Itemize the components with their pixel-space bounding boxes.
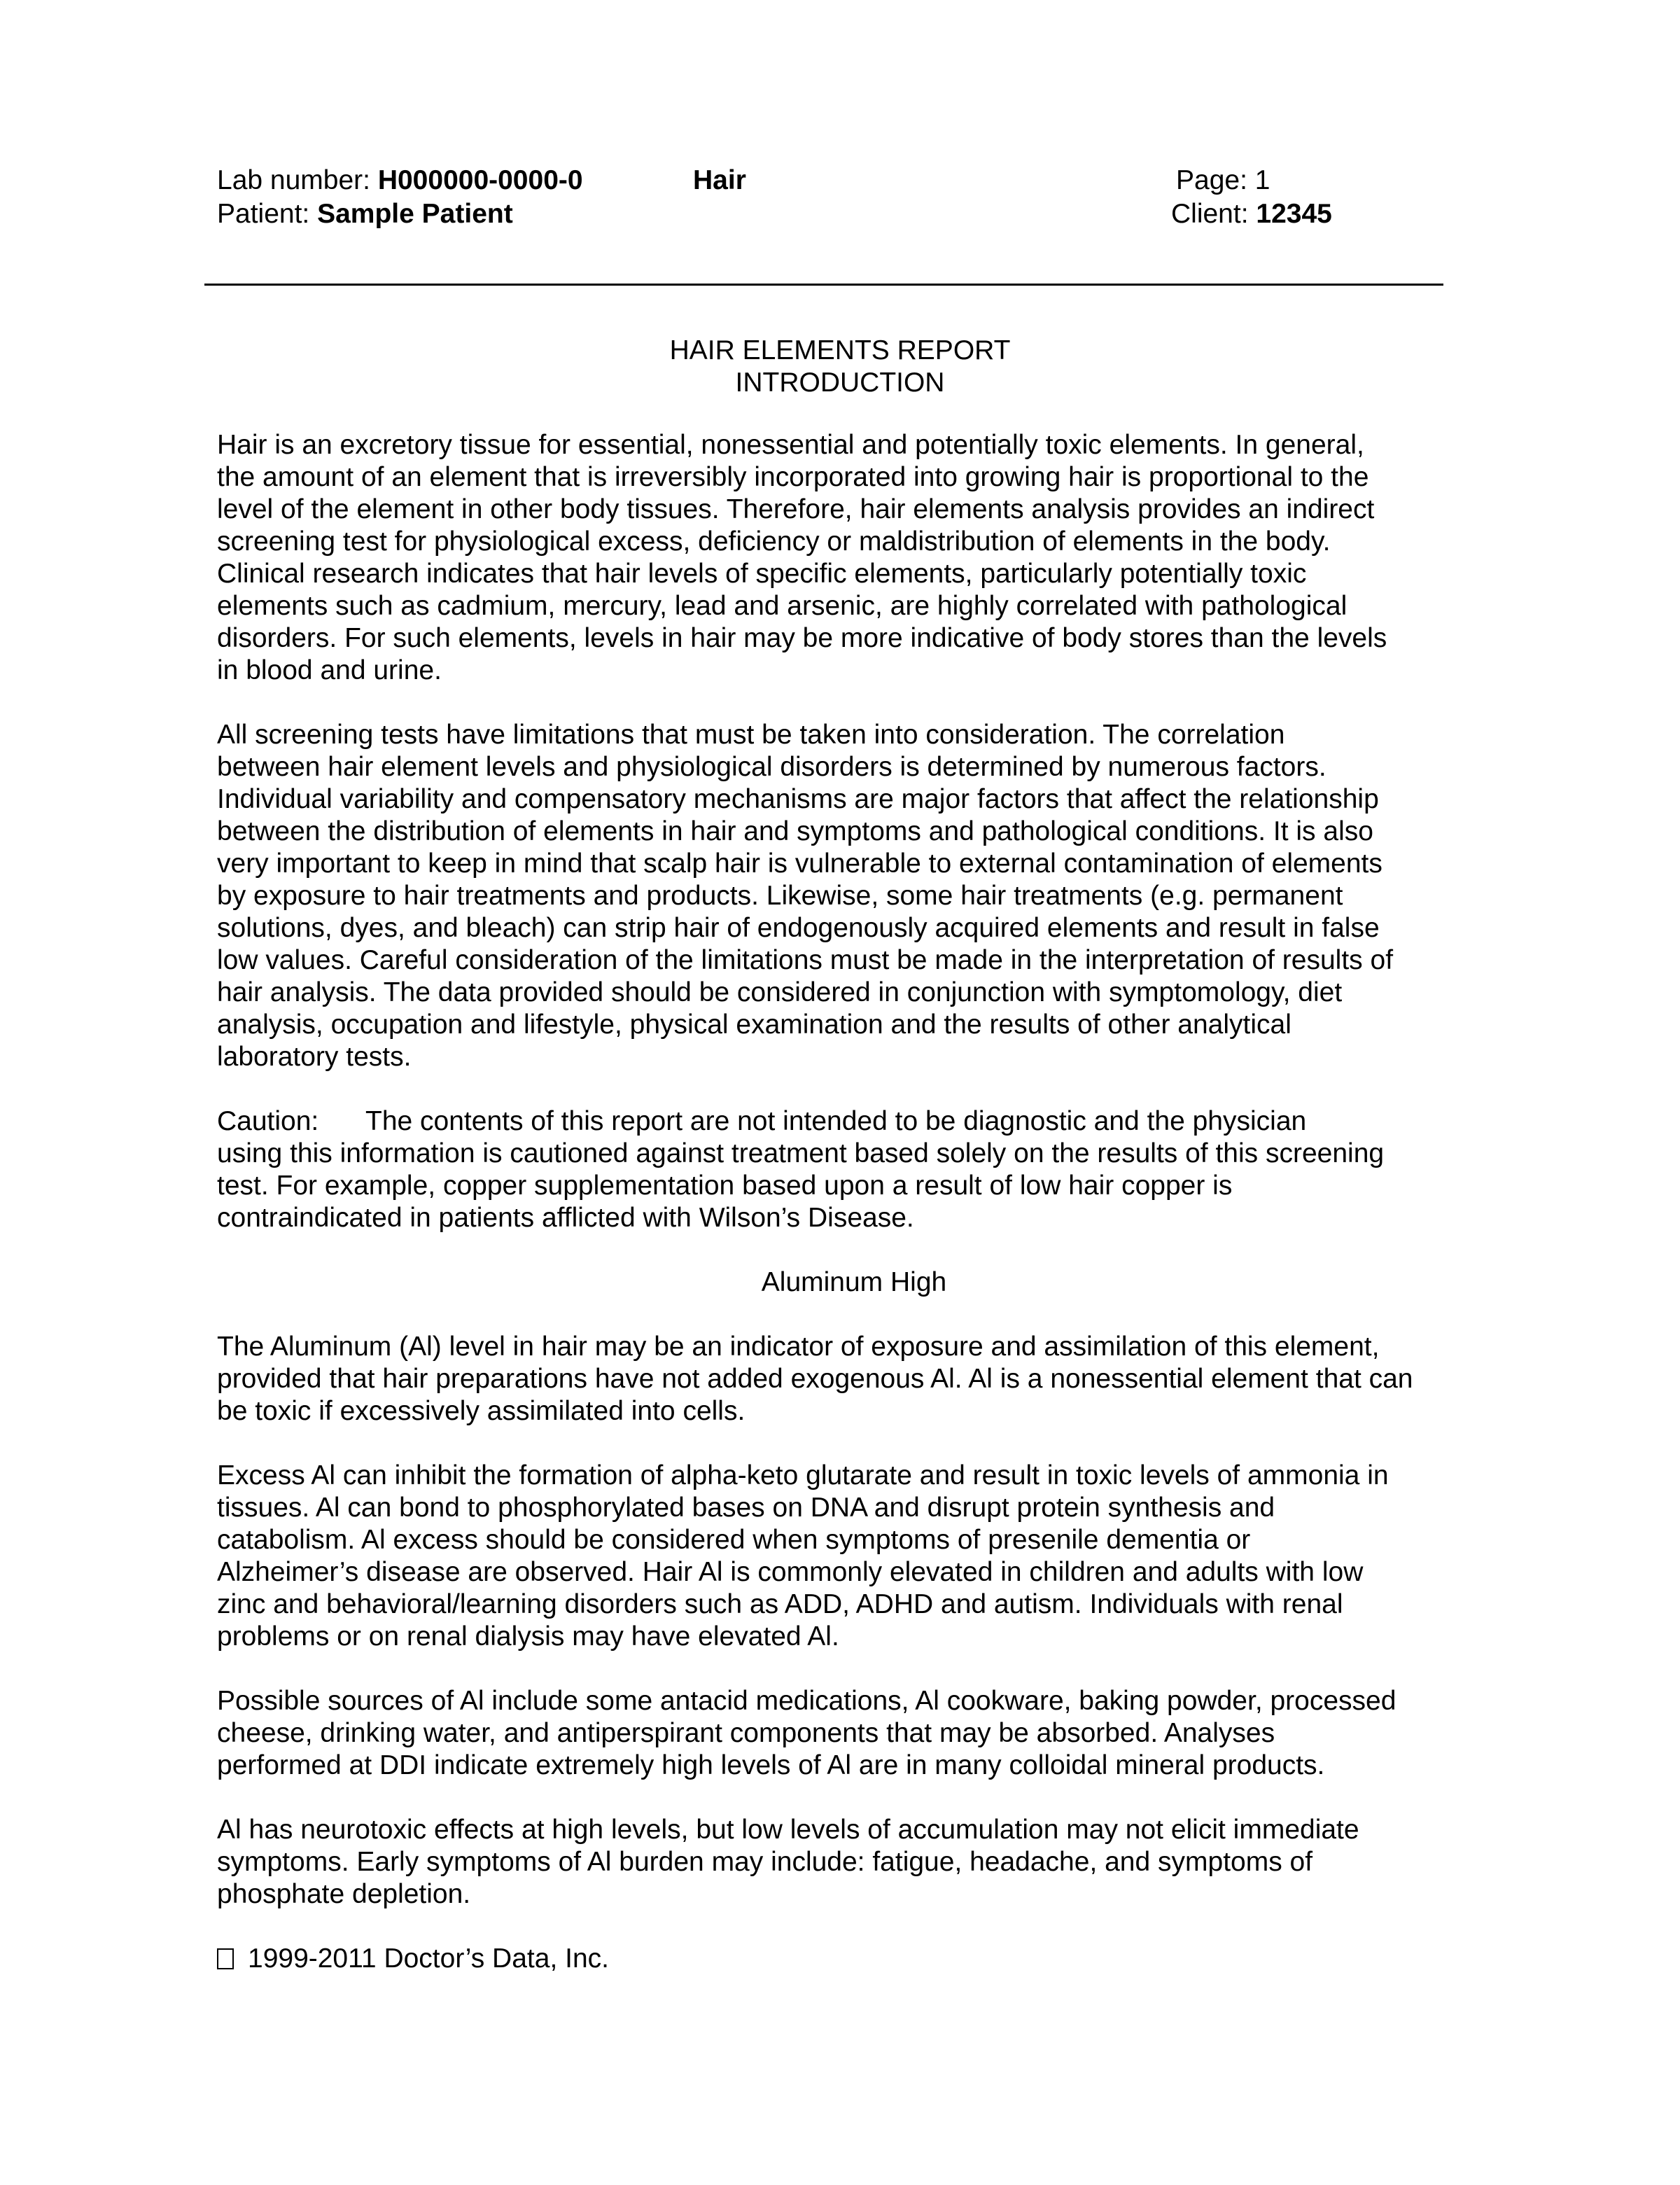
report-body — [217, 429, 1449, 1975]
page-value: 1 — [1254, 165, 1270, 195]
lab-number-value: H000000-0000-0 — [377, 165, 583, 195]
caution-label: Caution: — [217, 1106, 319, 1136]
caution-text: The contents of this report are not intended to be diagnostic and the physician using this information is cautioned against treatment based solely on the results of this screening test. For example, copper supplementation based upon a result of low hair copper is contraindicated in patients afflicted with Wilson’s Disease. — [217, 1106, 1385, 1233]
client-line — [1171, 198, 1332, 230]
patient-value: Sample Patient — [317, 199, 513, 229]
report-title: HAIR ELEMENTS REPORT — [669, 335, 1011, 365]
page-label: Page: — [1176, 165, 1247, 195]
patient-label: Patient: — [217, 199, 310, 229]
aluminum-paragraph-3: Possible sources of Al include some antacid medications, Al cookware, baking powder, processed cheese, drinking water, and antiperspirant components that may be absorbed. Analyses performed at DDI indicate extremely high levels of Al are in many colloidal mineral products. — [217, 1686, 1396, 1780]
copyright-text: 1999-2011 Doctor’s Data, Inc. — [248, 1943, 609, 1974]
lab-number-label: Lab number: — [217, 165, 370, 195]
page-number-line — [1176, 165, 1270, 197]
specimen-type-value: Hair — [693, 165, 746, 195]
patient-line — [217, 198, 513, 230]
aluminum-paragraph-1: The Aluminum (Al) level in hair may be an indicator of exposure and assimilation of this element, provided that hair preparations have not added exogenous Al. Al is a nonessential element that can be toxic if excessively assimilated into cells. — [217, 1332, 1413, 1426]
lab-number-line — [217, 165, 583, 197]
aluminum-paragraph-2: Excess Al can inhibit the formation of alpha-keto glutarate and result in toxic levels of ammonia in tissues. Al can bond to phosphorylated bases on DNA and disrupt protein synthesis and catabolism. Al excess should be considered when symptoms of presenile dementia or Alzheimer’s disease are observed. Hair Al is commonly elevated in children and adults with low zinc and behavioral/learning disorders such as ADD, ADHD and autism. Individuals with renal problems or on renal dialysis may have elevated Al. — [217, 1460, 1389, 1652]
header-divider — [204, 284, 1443, 286]
client-value: 12345 — [1256, 199, 1332, 229]
intro-paragraph-2: All screening tests have limitations that must be taken into consideration. The correlation between hair element levels and physiological disorders is determined by numerous factors. Individual variability and compensatory mechanisms are major factors that affect the relationship between the distribution of elements in hair and symptoms and pathological conditions. It is also very important to keep in mind that scalp hair is vulnerable to external contamination of elements by exposure to hair treatments and products. Likewise, some hair treatments (e.g. permanent solutions, dyes, and bleach) can strip hair of endogenously acquired elements and result in false low values. Careful consideration of the limitations must be made in the interpretation of results of hair analysis. The data provided should be considered in conjunction with symptomology, diet analysis, occupation and lifestyle, physical examination and the results of other analytical laboratory tests. — [217, 720, 1394, 1072]
client-label: Client: — [1171, 199, 1249, 229]
intro-paragraph-1: Hair is an excretory tissue for essential, nonessential and potentially toxic elements. In general, the amount of an element that is irreversibly incorporated into growing hair is proportional to the level of the element in other body tissues. Therefore, hair elements analysis provides an indirect screening test for physiological excess, deficiency or maldistribution of elements in the body. Clinical research indicates that hair levels of specific elements, particularly potentially toxic elements such as cadmium, mercury, lead and arsenic, are highly correlated with pathological disorders. For such elements, levels in hair may be more indicative of body stores than the levels in blood and urine. — [217, 430, 1387, 685]
copyright-line — [217, 1943, 1449, 1975]
aluminum-paragraph-4: Al has neurotoxic effects at high levels, but low levels of accumulation may not elicit immediate symptoms. Early symptoms of Al burden may include: fatigue, headache, and symptoms of phosphate depletion. — [217, 1815, 1359, 1909]
element-heading: Aluminum High — [761, 1267, 947, 1297]
caution-paragraph — [217, 1105, 1449, 1234]
report-subtitle: INTRODUCTION — [735, 368, 945, 398]
specimen-type — [693, 165, 746, 197]
copyright-symbol-icon — [217, 1948, 234, 1969]
